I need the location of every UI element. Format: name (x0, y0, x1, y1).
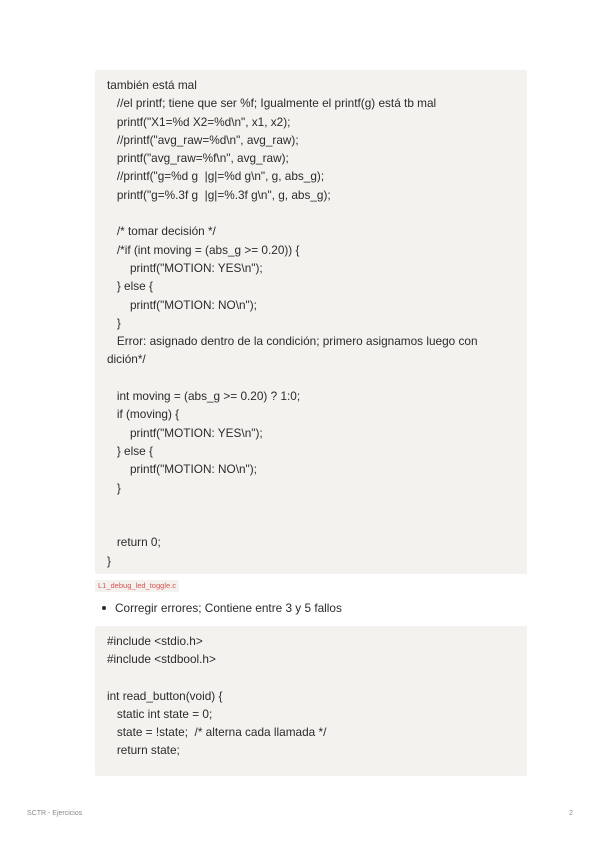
code-line: } (107, 315, 121, 330)
file-name-tag: L1_debug_led_toggle.c (95, 580, 179, 592)
code-line: printf("g=%.3f g |g|=%.3f g\n", g, abs_g); (107, 187, 331, 202)
code-line: } else { (107, 443, 153, 458)
code-line (107, 668, 527, 686)
code-line: //printf("g=%d g |g|=%d g\n", g, abs_g); (107, 169, 325, 184)
code-line: Error: asignado dentro de la condición; primero asignamos luego con (107, 334, 478, 349)
code-block-secondary (95, 626, 527, 776)
code-line: printf("MOTION: NO\n"); (107, 297, 257, 312)
code-line: int read_button(void) { (107, 688, 223, 703)
bullet-list-item (102, 600, 342, 616)
code-line: static int state = 0; (107, 706, 213, 721)
code-line (107, 369, 527, 387)
code-line: printf("MOTION: NO\n"); (107, 462, 257, 477)
code-line: printf("MOTION: YES\n"); (107, 425, 263, 440)
code-line: int moving = (abs_g >= 0.20) ? 1:0; (107, 389, 301, 404)
code-line: /*if (int moving = (abs_g >= 0.20)) { (107, 242, 300, 257)
code-line: } (107, 480, 121, 495)
code-line: } (107, 553, 111, 568)
code-line: printf("X1=%d X2=%d\n", x1, x2); (107, 114, 291, 129)
code-line: #include <stdbool.h> (107, 652, 216, 667)
code-line: /* tomar decisión */ (107, 224, 216, 239)
footer-page-number: 2 (569, 810, 573, 817)
code-line: if (moving) { (107, 407, 180, 422)
code-line (107, 204, 527, 222)
code-line: printf("MOTION: YES\n"); (107, 260, 263, 275)
code-line: printf("avg_raw=%f\n", avg_raw); (107, 151, 289, 166)
code-line: state = !state; /* alterna cada llamada */ (107, 724, 327, 739)
code-line: //el printf; tiene que ser %f; Igualmente el printf(g) está tb mal (107, 96, 437, 111)
code-line: return 0; (107, 535, 161, 550)
code-line: #include <stdio.h> (107, 634, 203, 648)
code-line (107, 497, 527, 515)
code-line (107, 515, 527, 533)
bullet-text: Corregir errores; Contiene entre 3 y 5 fallos (115, 601, 342, 615)
code-line: //printf("avg_raw=%d\n", avg_raw); (107, 132, 299, 147)
code-line: } else { (107, 279, 153, 294)
code-line: return state; (107, 743, 180, 758)
footer-document-title: SCTR - Ejercicios (27, 810, 83, 817)
bullet-icon (102, 606, 106, 610)
code-line: también está mal (107, 78, 197, 92)
code-block-main (95, 70, 527, 574)
code-line: dición*/ (107, 352, 146, 367)
